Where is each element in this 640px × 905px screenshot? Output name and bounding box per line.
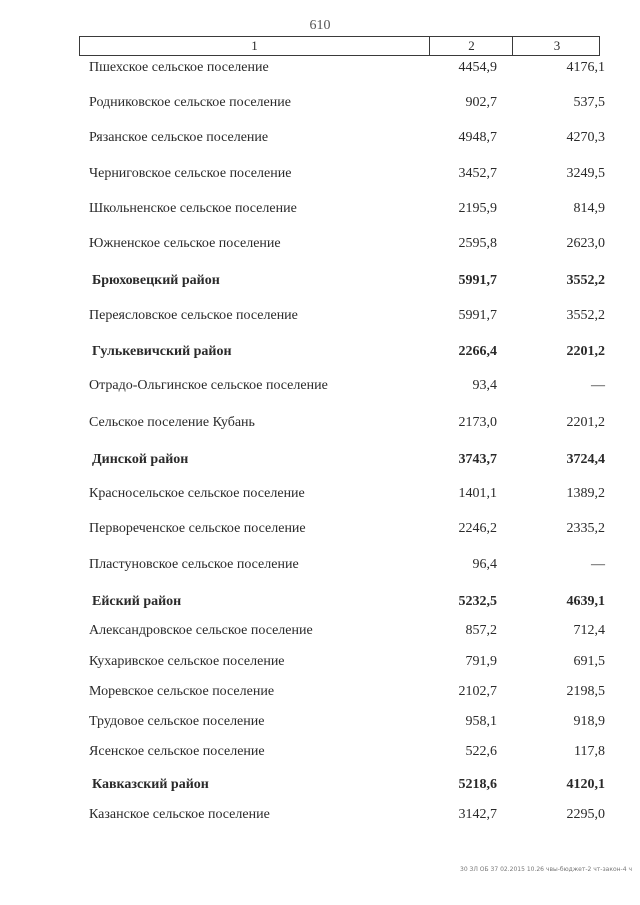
row-value-col-2: 2595,8 (458, 236, 497, 251)
row-value-col-3: 2198,5 (566, 684, 605, 699)
settlement-row (0, 804, 640, 826)
settlement-row (0, 163, 640, 185)
row-name: Моревское сельское поселение (89, 684, 275, 699)
row-value-col-2: 5232,5 (458, 594, 497, 609)
row-name: Отрадо-Ольгинское сельское поселение (89, 378, 328, 393)
row-value-col-3: 2295,0 (566, 807, 605, 822)
row-name: Ейский район (92, 594, 182, 609)
settlement-row (0, 651, 640, 673)
row-value-col-2: 1401,1 (458, 486, 497, 501)
row-value-col-3: 117,8 (574, 744, 605, 759)
row-value-col-2: 2102,7 (458, 684, 497, 699)
row-value-col-2: 958,1 (465, 714, 497, 729)
row-name: Трудовое сельское поселение (89, 714, 265, 729)
settlement-row (0, 681, 640, 703)
row-value-col-2: 5218,6 (458, 777, 497, 792)
row-value-col-3: 918,9 (573, 714, 605, 729)
settlement-row (0, 375, 640, 397)
row-name: Пшехское сельское поселение (89, 60, 269, 75)
table-header-col-3: 3 (512, 37, 601, 55)
row-name: Сельское поселение Кубань (89, 415, 255, 430)
row-value-col-2: 2195,9 (458, 201, 497, 216)
row-name: Кавказский район (92, 777, 209, 792)
row-name: Динской район (92, 452, 189, 467)
row-value-col-2: 4454,9 (458, 60, 497, 75)
row-value-col-3: 537,5 (573, 95, 605, 110)
settlement-row (0, 233, 640, 255)
page-number: 610 (309, 18, 331, 33)
settlement-row (0, 198, 640, 220)
row-value-col-3: 3724,4 (566, 452, 605, 467)
settlement-row (0, 127, 640, 149)
row-value-col-2: 96,4 (472, 557, 497, 572)
table-header (79, 36, 600, 56)
row-value-col-3: 3249,5 (566, 166, 605, 181)
row-name: Рязанское сельское поселение (89, 130, 269, 145)
row-name: Красносельское сельское поселение (89, 486, 305, 501)
row-name: Казанское сельское поселение (89, 807, 270, 822)
row-value-col-3: 2623,0 (566, 236, 605, 251)
row-value-col-3: 814,9 (573, 201, 605, 216)
settlement-row (0, 305, 640, 327)
row-name: Кухаривское сельское поселение (89, 654, 285, 669)
row-value-col-3: 2201,2 (566, 344, 605, 359)
settlement-row (0, 518, 640, 540)
row-name: Ясенское сельское поселение (89, 744, 265, 759)
row-name: Брюховецкий район (92, 273, 220, 288)
row-value-col-2: 93,4 (472, 378, 497, 393)
row-value-col-2: 2246,2 (458, 521, 497, 536)
row-value-col-3: 712,4 (573, 623, 605, 638)
row-value-col-3: 3552,2 (566, 308, 605, 323)
row-name: Первореченское сельское поселение (89, 521, 306, 536)
row-value-col-2: 3452,7 (458, 166, 497, 181)
row-name: Родниковское сельское поселение (89, 95, 291, 110)
row-value-col-3: — (591, 557, 605, 572)
row-value-col-3: 2335,2 (566, 521, 605, 536)
settlement-row (0, 92, 640, 114)
row-value-col-3: 691,5 (573, 654, 605, 669)
footer-stamp: 30 ЗЛ ОБ 37 02.2015 10.26 чвы-бюджет-2 чт-закон-4 ч (460, 866, 632, 873)
row-value-col-3: 4270,3 (566, 130, 605, 145)
settlement-row (0, 412, 640, 434)
settlement-row (0, 620, 640, 642)
table-header-col-1: 1 (251, 38, 258, 53)
district-row (0, 270, 640, 292)
district-row (0, 591, 640, 613)
row-value-col-2: 3743,7 (458, 452, 497, 467)
row-value-col-3: 1389,2 (566, 486, 605, 501)
row-value-col-2: 791,9 (465, 654, 497, 669)
district-row (0, 341, 640, 363)
row-name: Школьненское сельское поселение (89, 201, 297, 216)
row-value-col-2: 857,2 (465, 623, 497, 638)
row-value-col-3: 4176,1 (566, 60, 605, 75)
row-value-col-3: 3552,2 (566, 273, 605, 288)
row-value-col-2: 2173,0 (458, 415, 497, 430)
row-value-col-2: 3142,7 (458, 807, 497, 822)
settlement-row (0, 741, 640, 763)
row-value-col-3: 2201,2 (566, 415, 605, 430)
district-row (0, 774, 640, 796)
row-name: Переясловское сельское поселение (89, 308, 298, 323)
row-value-col-2: 2266,4 (458, 344, 497, 359)
settlement-row (0, 711, 640, 733)
row-value-col-2: 902,7 (465, 95, 497, 110)
row-name: Александровское сельское поселение (89, 623, 313, 638)
settlement-row (0, 554, 640, 576)
row-name: Черниговское сельское поселение (89, 166, 292, 181)
row-value-col-3: 4639,1 (566, 594, 605, 609)
row-value-col-3: 4120,1 (566, 777, 605, 792)
row-value-col-2: 4948,7 (458, 130, 497, 145)
row-name: Гулькевичский район (92, 344, 232, 359)
row-name: Пластуновское сельское поселение (89, 557, 299, 572)
row-value-col-2: 5991,7 (458, 273, 497, 288)
settlement-row (0, 483, 640, 505)
table-header-col-2: 2 (429, 37, 513, 55)
row-value-col-2: 522,6 (465, 744, 497, 759)
row-name: Южненское сельское поселение (89, 236, 281, 251)
district-row (0, 449, 640, 471)
settlement-row (0, 57, 640, 79)
row-value-col-3: — (591, 378, 605, 393)
row-value-col-2: 5991,7 (458, 308, 497, 323)
